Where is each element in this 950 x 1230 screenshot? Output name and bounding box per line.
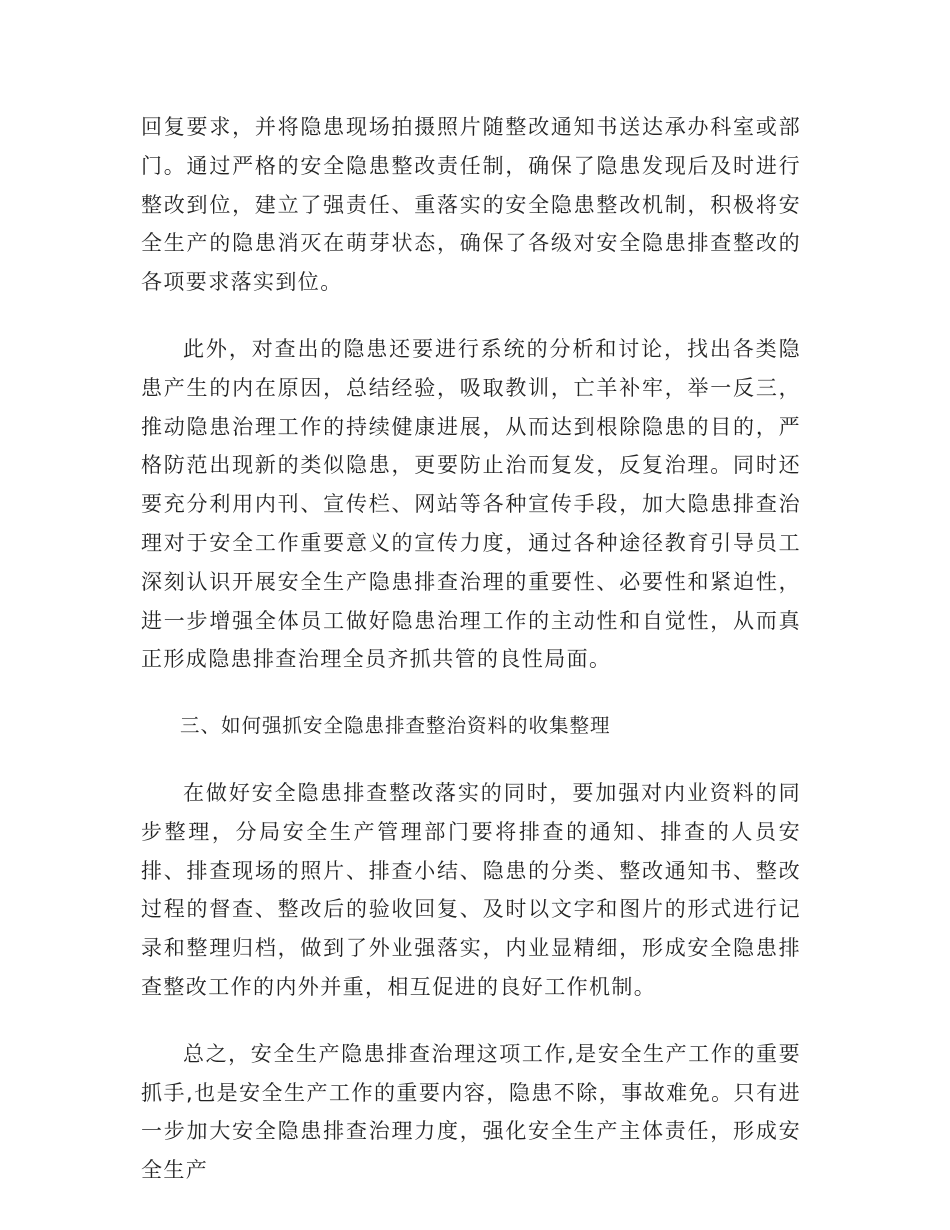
document-body xyxy=(141,108,801,1190)
paragraph-gap xyxy=(141,746,801,774)
paragraph-conclusion: 总之，安全生产隐患排查治理这项工作,是安全生产工作的重要抓手,也是安全生产工作的重要内容，隐患不除，事故难免。只有进一步加大安全隐患排查治理力度，强化安全生产主体责任，形成安全生产 xyxy=(141,1041,801,1183)
paragraph-gap xyxy=(141,302,801,330)
section-heading-three: 三、如何强抓安全隐患排查整治资料的收集整理 xyxy=(180,714,611,738)
paragraph-data-collection: 在做好安全隐患排查整改落实的同时，要加强对内业资料的同步整理，分局安全生产管理部门要将排查的通知、排查的人员安排、排查现场的照片、排查小结、隐患的分类、整改通知书、整改过程的督查、整改后的验收回复、及时以文字和图片的形式进行记录和整理归档，做到了外业强落实，内业显精细，形成安全隐患排查整改工作的内外并重，相互促进的良好工作机制。 xyxy=(141,780,801,999)
paragraph-gap xyxy=(141,1007,801,1035)
paragraph-analysis-and-publicity: 此外，对查出的隐患还要进行系统的分析和讨论，找出各类隐患产生的内在原因，总结经验，吸取教训，亡羊补牢，举一反三，推动隐患治理工作的持续健康进展，从而达到根除隐患的目的，严格防范出现新的类似隐患，更要防止治而复发，反复治理。同时还要充分利用内刊、宣传栏、网站等各种宣传手段，加大隐患排查治理对于安全工作重要意义的宣传力度，通过各种途径教育引导员工深刻认识开展安全生产隐患排查治理的重要性、必要性和紧迫性，进一步增强全体员工做好隐患治理工作的主动性和自觉性，从而真正形成隐患排查治理全员齐抓共管的良性局面。 xyxy=(141,336,801,672)
paragraph-gap xyxy=(141,679,801,707)
paragraph-rectification-requirements: 回复要求，并将隐患现场拍摄照片随整改通知书送达承办科室或部门。通过严格的安全隐患整改责任制，确保了隐患发现后及时进行整改到位，建立了强责任、重落实的安全隐患整改机制，积极将安全生产的隐患消灭在萌芽状态，确保了各级对安全隐患排查整改的各项要求落实到位。 xyxy=(141,115,801,295)
